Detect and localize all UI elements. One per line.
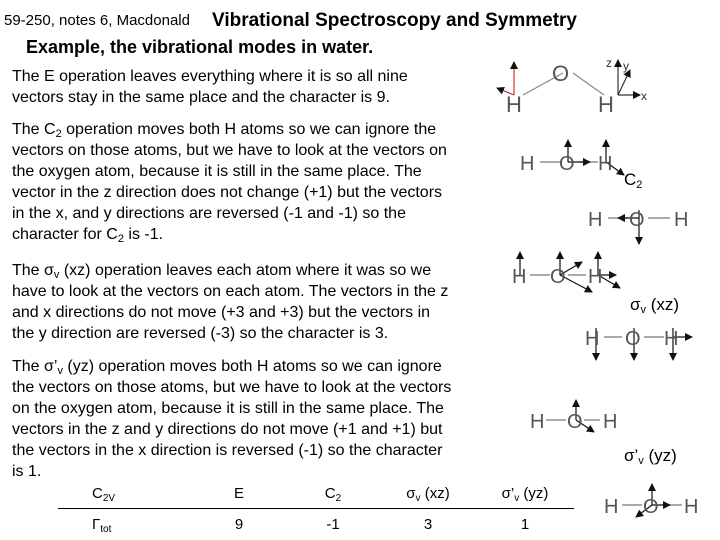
slide-subtitle: Example, the vibrational modes in water.: [26, 37, 374, 57]
sigma-prime-symbol: σ’: [44, 358, 58, 375]
hydrogen-atom: H: [588, 266, 603, 288]
oxygen-atom: O: [559, 153, 575, 175]
text-line: The E operation leaves everything where it is so all nine: [12, 68, 408, 85]
value-cell: -1: [326, 515, 340, 533]
water-molecule-axes-diagram: [497, 56, 647, 117]
text-line: the vectors on those atoms, but we have to look at the vectors: [12, 379, 452, 396]
hydrogen-atom: H: [585, 328, 600, 350]
header-cell-sigma-v: $\sigma_v$ (xz): [380, 478, 476, 509]
text-line: The $\sigma’_v$ (yz) operation moves both H atoms so we can ignore: [12, 358, 442, 377]
slide-title: Vibrational Spectroscopy and Symmetry: [212, 10, 577, 31]
row-label-cell: $\Gamma_{tot}$: [92, 515, 112, 535]
group-label-cell: $C_{2V}$: [58, 478, 192, 509]
oxygen-atom: O: [552, 61, 570, 86]
sigma-v-before-diagram: [512, 252, 620, 292]
axis-label-x: x: [641, 89, 647, 103]
oxygen-atom: O: [625, 328, 641, 350]
text-line: the vectors in the x direction is reversed (-1) so the character: [12, 442, 443, 459]
text-line: vectors in the z and y directions do not move (+1 and +1) but: [12, 421, 443, 438]
c2-label: $C_2$: [624, 170, 643, 191]
text-line: on the oxygen atom, because it is still in the same place. The: [12, 400, 444, 417]
c2-after-diagram: [588, 209, 688, 244]
text-line: The $\sigma_v$ (xz) operation leaves each atom where it was so we: [12, 262, 432, 281]
hydrogen-atom: H: [512, 266, 527, 288]
oxygen-atom: O: [567, 411, 583, 433]
hydrogen-atom: H: [603, 411, 618, 433]
sigma-v-after-diagram: [585, 328, 692, 360]
value-cell: 3: [423, 515, 433, 533]
value-cell: 9: [234, 515, 244, 533]
hydrogen-atom: H: [674, 209, 689, 231]
text-line: have to look at the vectors on each atom. The vectors in the z: [12, 283, 449, 300]
axis-label-y: y: [623, 59, 629, 73]
header-cell-sigma-v-prime: $\sigma’_v$ (yz): [476, 478, 574, 509]
sigma-v-prime-after-diagram: [604, 484, 698, 518]
header-cell-e: E: [192, 478, 286, 509]
hydrogen-atom: H: [530, 411, 545, 433]
hydrogen-atom: H: [604, 496, 619, 518]
c2-before-diagram: [520, 140, 624, 175]
hydrogen-atom: H: [598, 92, 614, 117]
axis-label-z: z: [606, 56, 612, 70]
value-cell: 1: [520, 515, 530, 533]
hydrogen-atom: H: [588, 209, 603, 231]
sigma-v-prime-label: $\sigma’_v$ (yz): [624, 446, 677, 467]
course-label: 59-250, notes 6, Macdonald: [4, 12, 190, 29]
text-line: the y direction are reversed (-3) so the character is 3.: [12, 325, 389, 342]
text-line: the oxygen atom, because it is still in the same place. The: [12, 163, 422, 180]
text-line: vector in the z direction does not change (+1) but the vectors: [12, 184, 443, 201]
sigma-symbol: σ: [44, 262, 54, 279]
oxygen-atom: O: [643, 496, 659, 518]
hydrogen-atom: H: [684, 496, 699, 518]
text-line: vectors stay in the same place and the character is 9.: [12, 89, 390, 106]
text-line: in the x, and y directions are reversed (-1 and -1) so the: [12, 205, 406, 222]
hydrogen-atom: H: [506, 92, 522, 117]
sigma-v-prime-before-diagram: [530, 400, 617, 433]
header-cell-c2: $C_2$: [286, 478, 380, 509]
y-axis-arrow: [618, 70, 630, 95]
text-line: is 1.: [12, 463, 42, 480]
hydrogen-atom: H: [598, 153, 613, 175]
oxygen-atom: O: [550, 266, 566, 288]
hydrogen-atom: H: [664, 328, 679, 350]
oxygen-atom: O: [629, 209, 645, 231]
text-line: vectors on those atoms, but we have to look at the vectors on: [12, 142, 447, 159]
text-line: The $C_2$ operation moves both H atoms so we can ignore the: [12, 121, 437, 140]
text-line: character for $C_2$ is -1.: [12, 226, 164, 245]
sigma-v-label: $\sigma_v$ (xz): [630, 295, 680, 316]
text-line: and x directions do not move (+3 and +3) but the vectors in: [12, 304, 431, 321]
hydrogen-atom: H: [520, 153, 535, 175]
